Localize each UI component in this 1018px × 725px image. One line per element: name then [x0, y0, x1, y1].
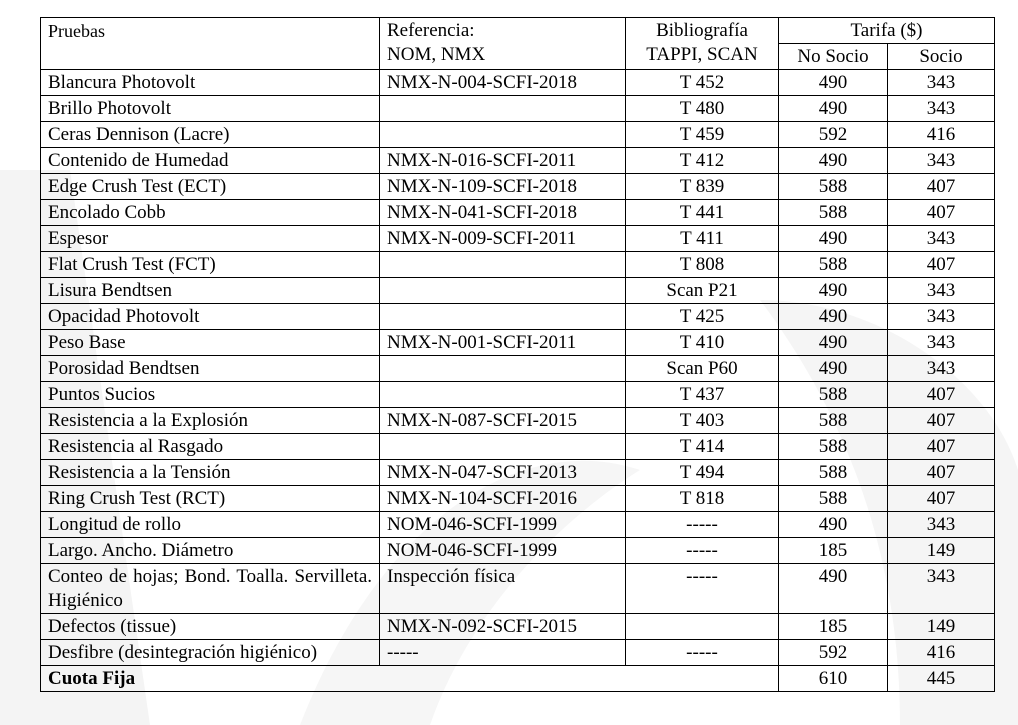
- cell-bibliografia: T 480: [626, 96, 779, 122]
- cell-prueba: Resistencia a la Explosión: [41, 408, 380, 434]
- cell-bibliografia: T 412: [626, 148, 779, 174]
- cell-socio: 343: [888, 278, 995, 304]
- cell-no-socio: 490: [779, 96, 888, 122]
- cell-bibliografia: -----: [626, 512, 779, 538]
- fees-table: [40, 17, 995, 692]
- fees-table-body: [41, 18, 995, 692]
- cell-referencia: NMX-N-092-SCFI-2015: [380, 614, 626, 640]
- cell-socio: 343: [888, 564, 995, 614]
- header-bibliografia: [626, 18, 779, 70]
- cell-no-socio: 592: [779, 122, 888, 148]
- cell-bibliografia: -----: [626, 564, 779, 614]
- table-row: [41, 226, 995, 252]
- cell-bibliografia: Scan P60: [626, 356, 779, 382]
- cell-prueba: Peso Base: [41, 330, 380, 356]
- cell-bibliografia: Scan P21: [626, 278, 779, 304]
- table-row: [41, 278, 995, 304]
- cell-prueba: Blancura Photovolt: [41, 70, 380, 96]
- cell-socio: 407: [888, 200, 995, 226]
- cell-no-socio: 588: [779, 200, 888, 226]
- cell-socio: 407: [888, 174, 995, 200]
- cell-prueba: Espesor: [41, 226, 380, 252]
- table-row: [41, 304, 995, 330]
- header-row-1: [41, 18, 995, 44]
- fixed-fee-socio: 445: [888, 666, 995, 692]
- fixed-fee-no-socio: 610: [779, 666, 888, 692]
- cell-bibliografia: T 411: [626, 226, 779, 252]
- cell-prueba: Defectos (tissue): [41, 614, 380, 640]
- cell-referencia: NMX-N-087-SCFI-2015: [380, 408, 626, 434]
- cell-no-socio: 185: [779, 614, 888, 640]
- cell-socio: 343: [888, 96, 995, 122]
- table-row: [41, 70, 995, 96]
- table-row: [41, 538, 995, 564]
- cell-bibliografia: T 410: [626, 330, 779, 356]
- cell-prueba: Edge Crush Test (ECT): [41, 174, 380, 200]
- cell-prueba: Resistencia a la Tensión: [41, 460, 380, 486]
- cell-referencia: [380, 304, 626, 330]
- fixed-fee-row: [41, 666, 995, 692]
- cell-prueba: Ceras Dennison (Lacre): [41, 122, 380, 148]
- table-row: [41, 174, 995, 200]
- cell-prueba: Encolado Cobb: [41, 200, 380, 226]
- cell-referencia: [380, 96, 626, 122]
- table-row: [41, 512, 995, 538]
- cell-no-socio: 490: [779, 330, 888, 356]
- cell-bibliografia: T 437: [626, 382, 779, 408]
- cell-referencia: NMX-N-004-SCFI-2018: [380, 70, 626, 96]
- table-row: [41, 96, 995, 122]
- cell-prueba: Conteo de hojas; Bond. Toalla. Servilleta. Higiénico: [41, 564, 380, 614]
- header-referencia-line2: NOM, NMX: [387, 44, 486, 65]
- cell-prueba: Lisura Bendtsen: [41, 278, 380, 304]
- cell-prueba: Brillo Photovolt: [41, 96, 380, 122]
- cell-no-socio: 490: [779, 70, 888, 96]
- header-no-socio: No Socio: [779, 44, 888, 70]
- table-row: [41, 382, 995, 408]
- header-bibliografia-line1: Bibliografía: [656, 20, 748, 41]
- header-referencia-line1: Referencia:: [387, 20, 475, 41]
- header-referencia: [380, 18, 626, 70]
- header-socio: Socio: [888, 44, 995, 70]
- cell-no-socio: 588: [779, 460, 888, 486]
- header-pruebas: Pruebas: [41, 18, 380, 70]
- cell-socio: 416: [888, 640, 995, 666]
- cell-prueba: Flat Crush Test (FCT): [41, 252, 380, 278]
- table-row: [41, 460, 995, 486]
- cell-no-socio: 588: [779, 434, 888, 460]
- cell-referencia: NOM-046-SCFI-1999: [380, 512, 626, 538]
- cell-referencia: NMX-N-104-SCFI-2016: [380, 486, 626, 512]
- table-row: [41, 640, 995, 666]
- cell-socio: 343: [888, 148, 995, 174]
- cell-referencia: [380, 434, 626, 460]
- cell-bibliografia: T 494: [626, 460, 779, 486]
- cell-prueba: Contenido de Humedad: [41, 148, 380, 174]
- cell-bibliografia: T 808: [626, 252, 779, 278]
- cell-bibliografia: [626, 614, 779, 640]
- table-row: [41, 330, 995, 356]
- cell-no-socio: 490: [779, 304, 888, 330]
- cell-no-socio: 490: [779, 278, 888, 304]
- cell-bibliografia: T 839: [626, 174, 779, 200]
- cell-bibliografia: T 818: [626, 486, 779, 512]
- cell-no-socio: 490: [779, 512, 888, 538]
- cell-socio: 343: [888, 512, 995, 538]
- cell-no-socio: 588: [779, 486, 888, 512]
- cell-no-socio: 588: [779, 382, 888, 408]
- cell-bibliografia: -----: [626, 640, 779, 666]
- cell-referencia: NMX-N-009-SCFI-2011: [380, 226, 626, 252]
- cell-prueba: Longitud de rollo: [41, 512, 380, 538]
- cell-socio: 343: [888, 70, 995, 96]
- cell-prueba: Porosidad Bendtsen: [41, 356, 380, 382]
- cell-referencia: [380, 278, 626, 304]
- cell-socio: 407: [888, 408, 995, 434]
- table-row: [41, 122, 995, 148]
- cell-referencia: NMX-N-001-SCFI-2011: [380, 330, 626, 356]
- table-row: [41, 434, 995, 460]
- cell-bibliografia: T 414: [626, 434, 779, 460]
- cell-socio: 343: [888, 304, 995, 330]
- cell-referencia: [380, 252, 626, 278]
- table-row: [41, 200, 995, 226]
- table-row: [41, 148, 995, 174]
- table-row: [41, 408, 995, 434]
- cell-prueba: Largo. Ancho. Diámetro: [41, 538, 380, 564]
- cell-socio: 407: [888, 434, 995, 460]
- table-row: [41, 252, 995, 278]
- cell-bibliografia: T 403: [626, 408, 779, 434]
- cell-socio: 407: [888, 252, 995, 278]
- cell-referencia: [380, 122, 626, 148]
- cell-prueba: Resistencia al Rasgado: [41, 434, 380, 460]
- cell-bibliografia: T 452: [626, 70, 779, 96]
- cell-referencia: NMX-N-047-SCFI-2013: [380, 460, 626, 486]
- cell-prueba: Ring Crush Test (RCT): [41, 486, 380, 512]
- cell-prueba: Puntos Sucios: [41, 382, 380, 408]
- cell-referencia: NMX-N-016-SCFI-2011: [380, 148, 626, 174]
- cell-no-socio: 588: [779, 174, 888, 200]
- cell-socio: 407: [888, 382, 995, 408]
- cell-socio: 407: [888, 460, 995, 486]
- cell-socio: 343: [888, 356, 995, 382]
- cell-socio: 416: [888, 122, 995, 148]
- cell-no-socio: 185: [779, 538, 888, 564]
- table-row: [41, 486, 995, 512]
- table-row: [41, 614, 995, 640]
- fixed-fee-label: Cuota Fija: [41, 666, 779, 692]
- cell-referencia: -----: [380, 640, 626, 666]
- cell-no-socio: 490: [779, 564, 888, 614]
- cell-bibliografia: -----: [626, 538, 779, 564]
- cell-no-socio: 588: [779, 252, 888, 278]
- table-row: [41, 356, 995, 382]
- cell-bibliografia: T 459: [626, 122, 779, 148]
- cell-no-socio: 490: [779, 356, 888, 382]
- header-bibliografia-line2: TAPPI, SCAN: [646, 44, 758, 65]
- header-tarifa: Tarifa ($): [779, 18, 995, 44]
- cell-bibliografia: T 425: [626, 304, 779, 330]
- cell-referencia: Inspección física: [380, 564, 626, 614]
- cell-referencia: [380, 356, 626, 382]
- cell-socio: 343: [888, 226, 995, 252]
- table-row: [41, 564, 995, 614]
- cell-no-socio: 592: [779, 640, 888, 666]
- cell-prueba: Opacidad Photovolt: [41, 304, 380, 330]
- cell-socio: 407: [888, 486, 995, 512]
- cell-no-socio: 490: [779, 226, 888, 252]
- cell-referencia: NMX-N-041-SCFI-2018: [380, 200, 626, 226]
- cell-referencia: [380, 382, 626, 408]
- cell-referencia: NMX-N-109-SCFI-2018: [380, 174, 626, 200]
- cell-no-socio: 490: [779, 148, 888, 174]
- cell-socio: 343: [888, 330, 995, 356]
- cell-prueba: Desfibre (desintegración higiénico): [41, 640, 380, 666]
- cell-socio: 149: [888, 538, 995, 564]
- cell-socio: 149: [888, 614, 995, 640]
- cell-bibliografia: T 441: [626, 200, 779, 226]
- cell-referencia: NOM-046-SCFI-1999: [380, 538, 626, 564]
- cell-no-socio: 588: [779, 408, 888, 434]
